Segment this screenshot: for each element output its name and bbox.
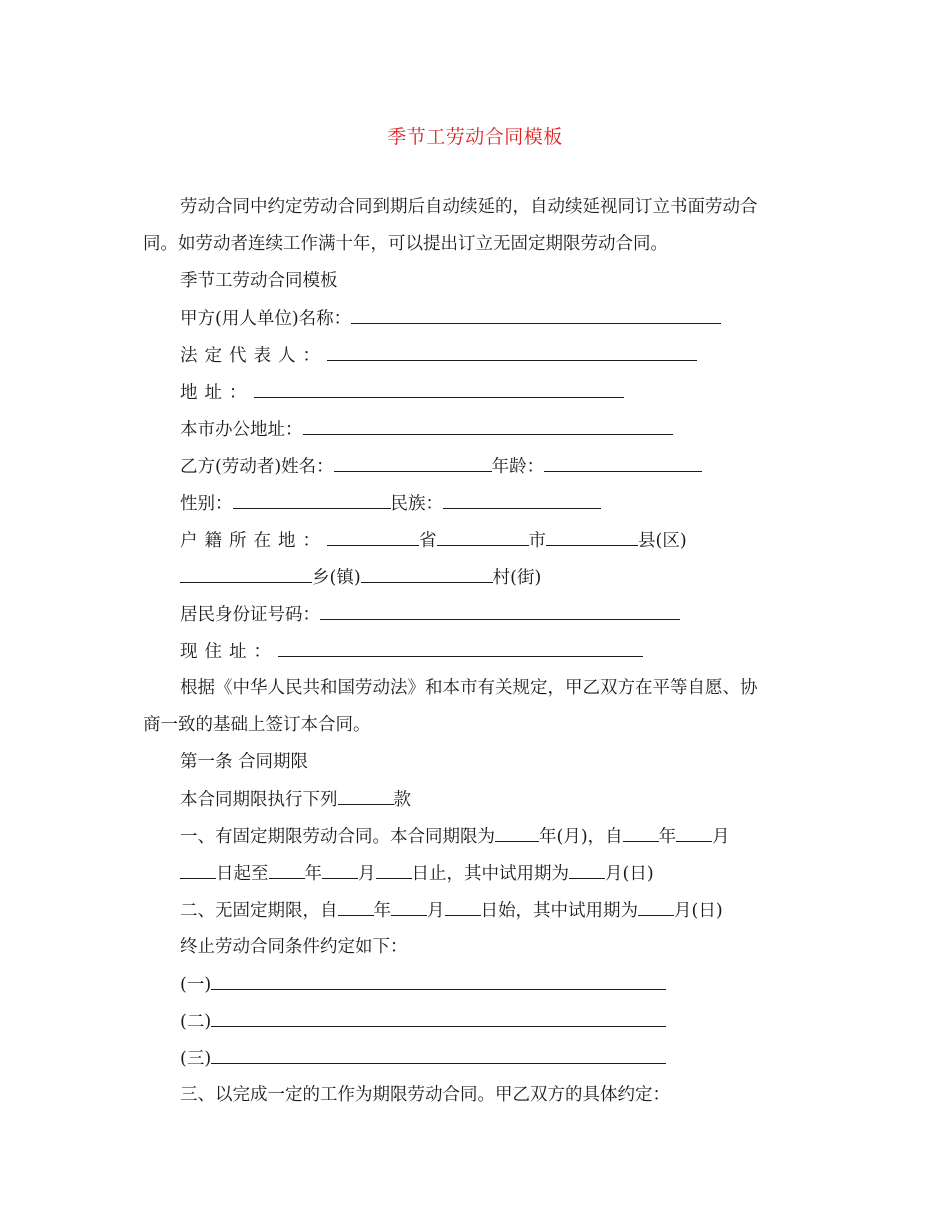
text-part: 月(日): [674, 901, 723, 921]
field-household-registration-2: [180, 564, 541, 591]
field-employer-name: [180, 305, 721, 332]
blank-line: [569, 860, 605, 879]
unit-label: 乡(镇): [312, 568, 361, 588]
blank-line: [211, 1045, 666, 1064]
field-label: 性别：: [180, 494, 233, 514]
blank-line: [338, 786, 394, 805]
text-part: 月: [358, 864, 376, 884]
condition-item-3: [180, 1045, 666, 1072]
field-current-address: [180, 638, 643, 665]
document-title: 季节工劳动合同模板: [387, 126, 563, 148]
open-term-line: [180, 897, 723, 924]
text-part: 年(月)，自: [539, 827, 623, 847]
blank-line: [676, 823, 712, 842]
text-part: 月: [427, 901, 445, 921]
blank-line: [338, 897, 374, 916]
blank-line: [211, 971, 666, 990]
field-label: 现住址：: [180, 642, 278, 662]
item-label: (三): [180, 1049, 212, 1069]
task-term-line: 三、以完成一定的工作为期限劳动合同。甲乙双方的具体约定：: [180, 1085, 670, 1105]
field-label: 居民身份证号码：: [180, 605, 320, 625]
blank-line: [623, 823, 659, 842]
blank-line: [180, 860, 216, 879]
field-label: 地址：: [180, 383, 254, 403]
blank-line: [322, 860, 358, 879]
field-household-registration: [180, 527, 687, 554]
field-gender-ethnic: [180, 490, 601, 517]
basis-line-1: 根据《中华人民共和国劳动法》和本市有关规定，甲乙双方在平等自愿、协: [180, 678, 758, 698]
field-address: [180, 379, 624, 406]
subtitle: 季节工劳动合同模板: [180, 271, 338, 291]
item-label: (二): [180, 1012, 212, 1032]
text-part: 日止，其中试用期为: [411, 864, 569, 884]
unit-label: 村(街): [492, 568, 542, 588]
text-part: 本合同期限执行下列: [180, 790, 338, 810]
blank-line: [351, 305, 721, 324]
blank-line: [361, 564, 493, 583]
blank-line: [303, 416, 673, 435]
blank-line: [327, 527, 419, 546]
blank-line: [391, 897, 427, 916]
blank-line: [638, 897, 674, 916]
text-part: 一、有固定期限劳动合同。本合同期限为: [180, 827, 495, 847]
blank-line: [544, 453, 702, 472]
condition-item-1: [180, 971, 666, 998]
item-label: (一): [180, 975, 212, 995]
blank-line: [437, 527, 529, 546]
blank-line: [269, 860, 305, 879]
intro-line-1: 劳动合同中约定劳动合同到期后自动续延的，自动续延视同订立书面劳动合: [180, 197, 758, 217]
text-part: 年: [304, 864, 322, 884]
fixed-term-line-2: [180, 860, 654, 887]
field-label: 年龄：: [491, 457, 545, 477]
text-part: 月(日): [605, 864, 654, 884]
blank-line: [443, 490, 601, 509]
field-label: 甲方(用人单位)名称：: [180, 309, 352, 329]
blank-line: [334, 453, 492, 472]
text-part: 年: [373, 901, 391, 921]
text-part: 年: [658, 827, 677, 847]
blank-line: [495, 823, 539, 842]
field-label: 民族：: [390, 494, 443, 514]
field-office-address: [180, 416, 673, 443]
field-id-number: [180, 601, 680, 628]
text-part: 款: [393, 790, 411, 810]
field-label: 户籍所在地：: [180, 531, 327, 551]
basis-line-2: 商一致的基础上签订本合同。: [143, 715, 371, 735]
blank-line: [233, 490, 391, 509]
blank-line: [327, 342, 697, 361]
termination-conditions: 终止劳动合同条件约定如下：: [180, 937, 408, 957]
text-part: 日始，其中试用期为: [480, 901, 638, 921]
field-label: 本市办公地址：: [180, 420, 303, 440]
text-part: 日起至: [216, 864, 269, 884]
blank-line: [211, 1008, 666, 1027]
blank-line: [254, 379, 624, 398]
intro-line-2: 同。如劳动者连续工作满十年，可以提出订立无固定期限劳动合同。: [143, 234, 668, 254]
article-1-heading: 第一条 合同期限: [180, 752, 309, 772]
unit-label: 县(区): [638, 531, 687, 551]
blank-line: [320, 601, 680, 620]
text-part: 二、无固定期限，自: [180, 901, 338, 921]
field-legal-representative: [180, 342, 697, 369]
unit-label: 市: [528, 531, 546, 551]
blank-line: [180, 564, 312, 583]
blank-line: [546, 527, 638, 546]
fixed-term-line-1: [180, 823, 730, 850]
blank-line: [278, 638, 643, 657]
field-label: 乙方(劳动者)姓名：: [180, 457, 334, 477]
blank-line: [445, 897, 481, 916]
blank-line: [376, 860, 412, 879]
text-part: 月: [712, 827, 730, 847]
article-1-text: [180, 786, 411, 813]
field-label: 法定代表人：: [180, 346, 327, 366]
field-employee-name-age: [180, 453, 702, 480]
unit-label: 省: [419, 531, 437, 551]
condition-item-2: [180, 1008, 666, 1035]
